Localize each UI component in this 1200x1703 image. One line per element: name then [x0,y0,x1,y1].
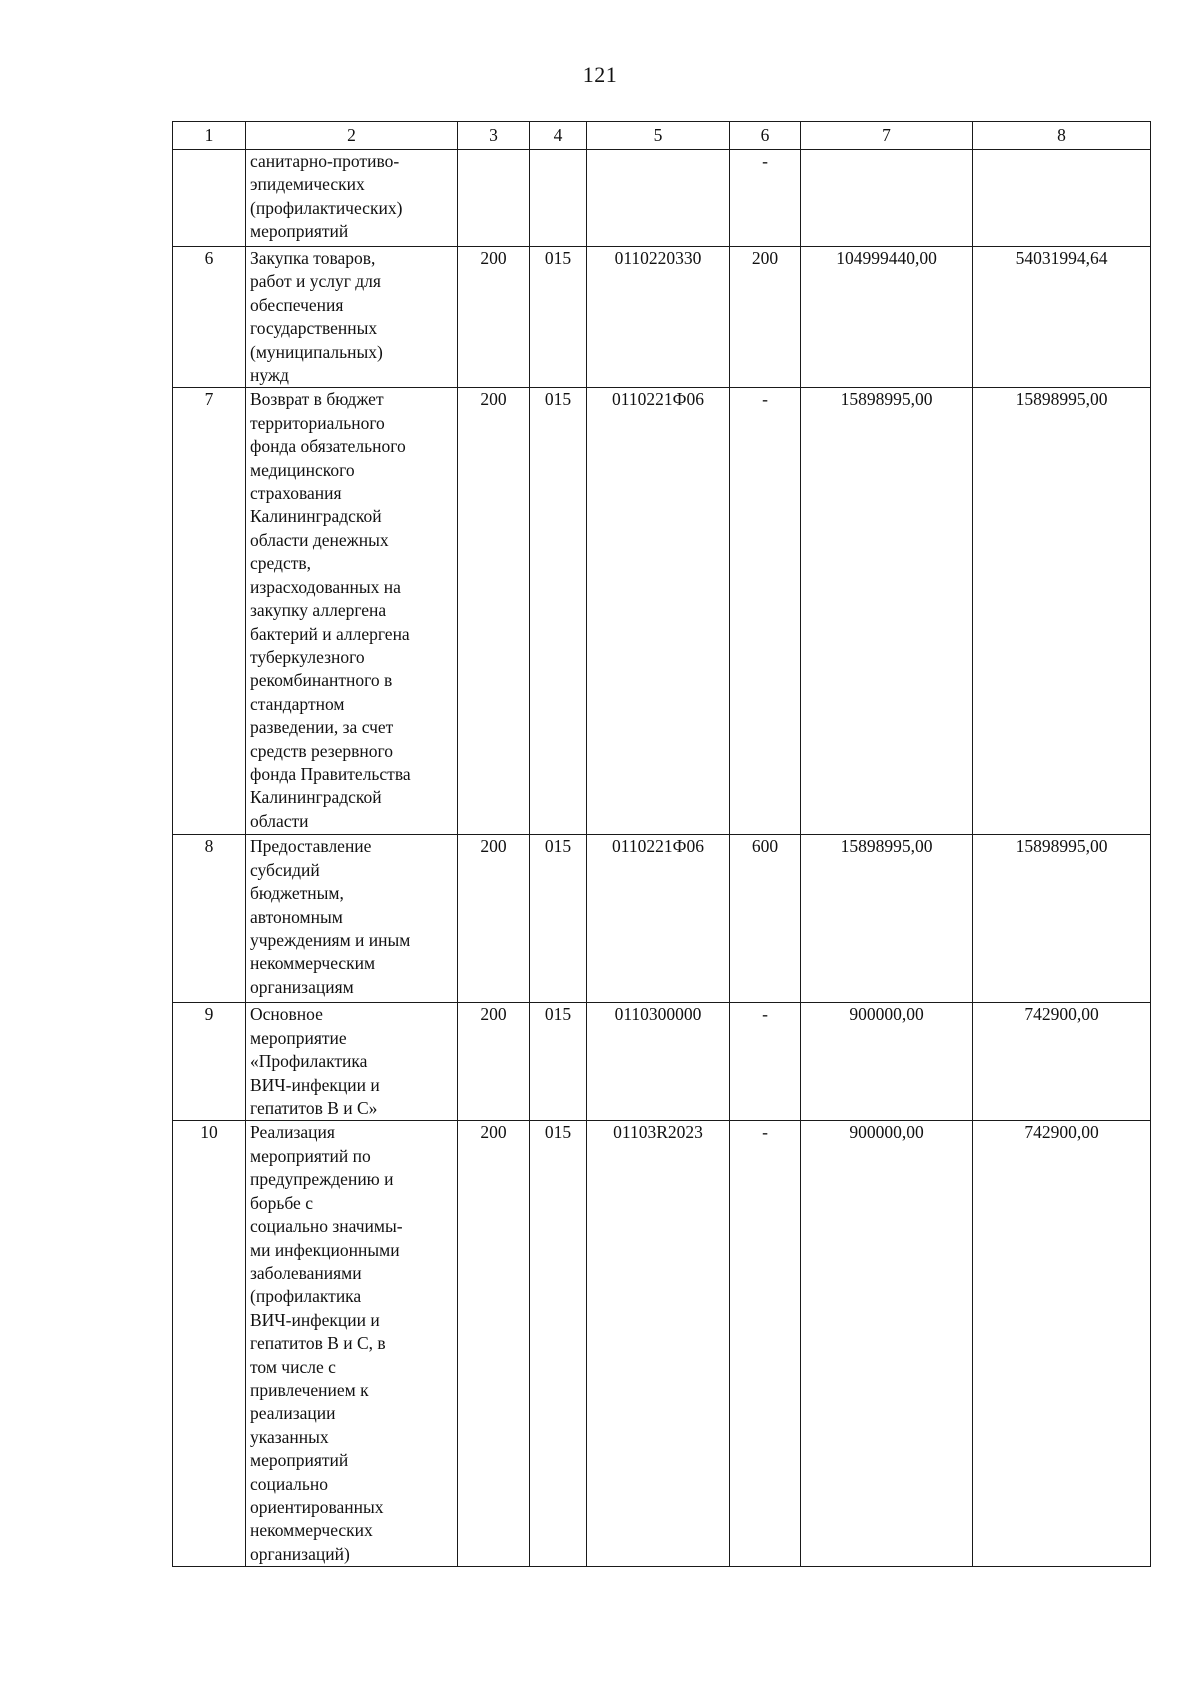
cell-col7: 900000,00 [801,1003,973,1121]
cell-col7 [801,150,973,247]
cell-col5: 0110221Ф06 [587,388,730,835]
cell-col6: - [730,150,801,247]
page-number: 121 [582,62,618,87]
cell-col4: 015 [530,835,587,1003]
table-row [173,247,1151,388]
table-row [173,1121,1151,1567]
row-number: 10 [173,1121,246,1567]
column-header: 3 [458,122,530,150]
column-header: 5 [587,122,730,150]
cell-col8: 15898995,00 [973,388,1151,835]
cell-col7: 104999440,00 [801,247,973,388]
cell-col7: 15898995,00 [801,388,973,835]
cell-col5: 01103R2023 [587,1121,730,1567]
cell-col6: 600 [730,835,801,1003]
column-header: 2 [246,122,458,150]
item-name: Реализация мероприятий по предупреждению и борьбе с социально значимы- ми инфекционными заболеваниями (профилактика ВИЧ-инфекции и гепатитов В и С, в том числе с привлечением к реализации указанных мероприятий социально ориентированных некоммерческих организаций) [246,1121,458,1567]
cell-col3: 200 [458,1003,530,1121]
cell-col5: 0110220330 [587,247,730,388]
cell-col4: 015 [530,388,587,835]
item-name: Закупка товаров, работ и услуг для обеспечения государственных (муниципальных) нужд [246,247,458,388]
item-name: санитарно-противо- эпидемических (профилактических) мероприятий [246,150,458,247]
cell-col3: 200 [458,1121,530,1567]
cell-col7: 900000,00 [801,1121,973,1567]
cell-col4: 015 [530,1121,587,1567]
cell-col3: 200 [458,835,530,1003]
cell-col5: 0110221Ф06 [587,835,730,1003]
cell-col6: - [730,1003,801,1121]
item-name: Возврат в бюджет территориального фонда обязательного медицинского страхования Калининградской области денежных средств, израсходованных на закупку аллергена бактерий и аллергена туберкулезного рекомбинантного в стандартном разведении, за счет средств резервного фонда Правительства Калининградской области [246,388,458,835]
column-header: 4 [530,122,587,150]
cell-col6: - [730,1121,801,1567]
table-row [173,150,1151,247]
budget-table [172,121,1151,1567]
row-number: 8 [173,835,246,1003]
cell-col8: 742900,00 [973,1003,1151,1121]
cell-col8: 15898995,00 [973,835,1151,1003]
cell-col6: 200 [730,247,801,388]
table-row [173,835,1151,1003]
cell-col7: 15898995,00 [801,835,973,1003]
row-number: 7 [173,388,246,835]
cell-col6: - [730,388,801,835]
column-header: 6 [730,122,801,150]
header-row [173,122,1151,150]
cell-col3 [458,150,530,247]
cell-col8: 742900,00 [973,1121,1151,1567]
row-number [173,150,246,247]
column-header: 7 [801,122,973,150]
cell-col3: 200 [458,388,530,835]
cell-col4 [530,150,587,247]
cell-col3: 200 [458,247,530,388]
item-name: Основное мероприятие «Профилактика ВИЧ-инфекции и гепатитов В и С» [246,1003,458,1121]
item-name: Предоставление субсидий бюджетным, автономным учреждениям и иным некоммерческим организациям [246,835,458,1003]
column-header: 8 [973,122,1151,150]
table-row [173,388,1151,835]
cell-col4: 015 [530,1003,587,1121]
row-number: 9 [173,1003,246,1121]
cell-col5 [587,150,730,247]
cell-col8: 54031994,64 [973,247,1151,388]
column-header: 1 [173,122,246,150]
table-row [173,1003,1151,1121]
cell-col5: 0110300000 [587,1003,730,1121]
cell-col4: 015 [530,247,587,388]
cell-col8 [973,150,1151,247]
row-number: 6 [173,247,246,388]
